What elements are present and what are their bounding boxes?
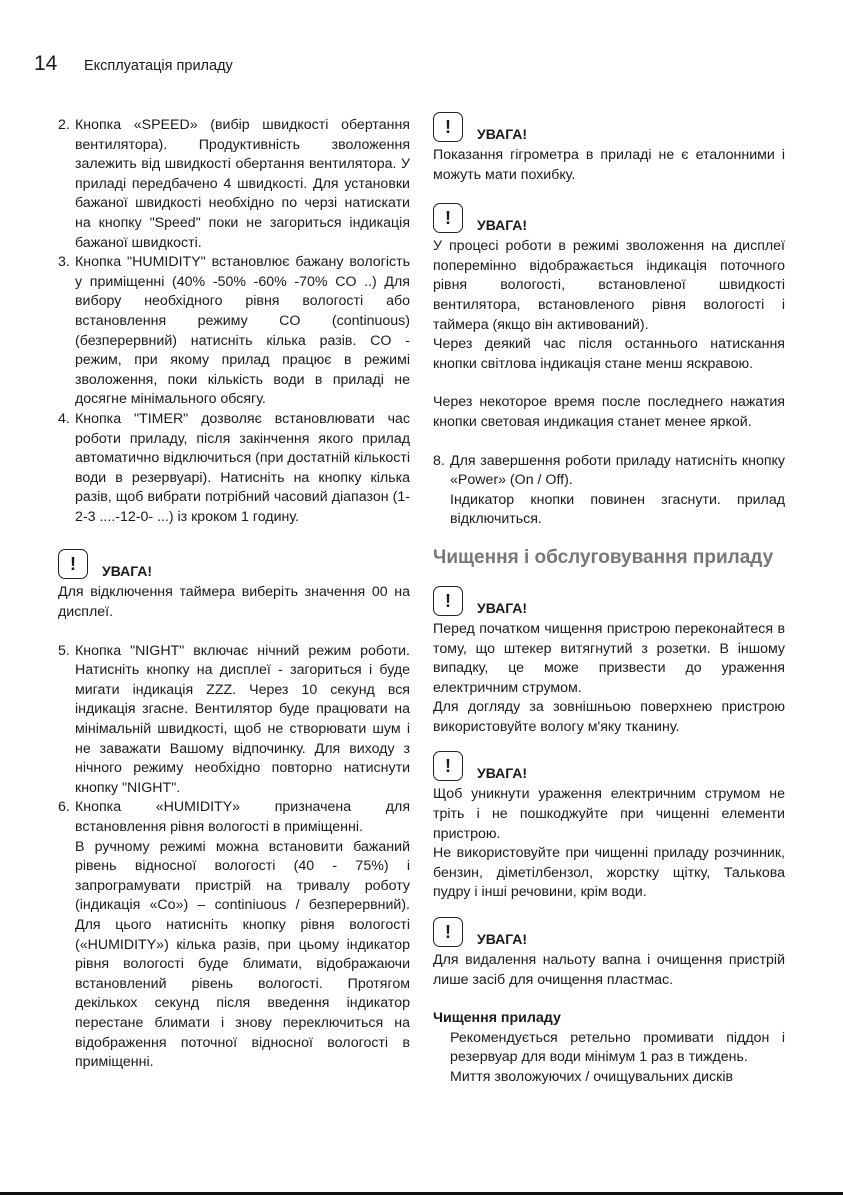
item-continued-text: Індикатор кнопки повинен згаснути. прилад відключиться. bbox=[450, 491, 785, 528]
exclamation-box-icon: ! bbox=[433, 203, 463, 233]
list-item bbox=[58, 253, 410, 410]
cleaning-text: Миття зволожуючих / очищувальних дисків bbox=[450, 1069, 734, 1085]
warning-heading bbox=[433, 108, 785, 142]
warning-title: УВАГА! bbox=[477, 765, 528, 782]
list-item bbox=[58, 642, 410, 799]
warning-heading bbox=[433, 913, 785, 947]
exclamation-box-icon: ! bbox=[433, 586, 463, 616]
list-item bbox=[58, 116, 410, 253]
cleaning-text: Рекомендується ретельно промивати піддон і резервуар для води мінімум 1 раз в тиждень. bbox=[450, 1029, 785, 1066]
item-text: Кнопка "NIGHT" включає нічний режим роботи. Натисніть кнопку на дисплеї - загориться і буде мигати індикація ZZZ. Через 10 секунд вся індикація згасне. Вентилятор буде працювати на мінімальній швидкості, щоб не створювати шум і не заважати Вашому відпочинку. Для виходу з нічного режиму необхідно повторно натиснути кнопку "NIGHT". bbox=[75, 642, 410, 796]
right-column bbox=[433, 116, 785, 1088]
item-text: Кнопка "HUMIDITY" встановлює бажану вологість у приміщенні (40% -50% -60% -70% CO ..) Для вибору необхідного рівня вологості або встановлення режиму CO (continuous) (безперервний) натисніть кілька разів. CO - режим, при якому прилад працює в режимі зволоження, поки кількість води в приладі не досягне мінімального обсягу. bbox=[75, 254, 410, 408]
list-item bbox=[433, 452, 785, 491]
item-text: Кнопка "TIMER" дозволяє встановлювати час роботи приладу, після закінчення якого прилад автоматично відключиться (при достатній кількості води в резервуарі). Натисніть на кнопку кілька разів, щоб вибрати потрібний часовий діапазон (1-2-3 ....-12-0- ...) із кроком 1 годину. bbox=[75, 410, 410, 525]
item-text: Кнопка «SPEED» (вибір швидкості обертання вентилятора). Продуктивність зволоження залежить від швидкості обертання вентилятора. У приладі передбачено 4 швидкості. Для установки бажаної швидкості необхідно по черзі натискати на кнопку "Speed" поки не загориться індикація бажаної швидкості. bbox=[75, 117, 410, 251]
warning-text: У процесі роботи в режимі зволоження на дисплеї поперемінно відображається індикація поточного рівня вологості, встановленої швидкості вентилятора, встановленого рівня вологості і таймера (якщо він активований). bbox=[433, 238, 785, 333]
note-text: Через некоторое время после последнего нажатия кнопки световая индикация станет менее яркой. bbox=[433, 394, 785, 430]
item-text: Кнопка «HUMIDITY» призначена для встановлення рівня вологості в приміщенні. bbox=[75, 799, 410, 835]
warning-title: УВАГА! bbox=[477, 931, 528, 948]
warning-heading bbox=[433, 747, 785, 781]
section-title: Чищення і обслуговування приладу bbox=[433, 546, 774, 568]
warning-heading bbox=[58, 545, 410, 579]
warning-title: УВАГА! bbox=[477, 599, 528, 616]
warning-title: УВАГА! bbox=[477, 126, 528, 142]
warning-heading bbox=[433, 199, 785, 233]
item-number: 2. bbox=[58, 117, 70, 133]
exclamation-box-icon: ! bbox=[433, 751, 463, 781]
item-number: 5. bbox=[58, 642, 70, 659]
page-header bbox=[34, 52, 233, 76]
page-number: 14 bbox=[34, 52, 58, 75]
item-number: 6. bbox=[58, 799, 70, 816]
warning-heading bbox=[433, 582, 785, 616]
exclamation-box-icon: ! bbox=[433, 112, 463, 142]
warning-text: Для догляду за зовнішньою поверхнею пристрою використовуйте вологу м'яку тканину. bbox=[433, 699, 785, 735]
list-item bbox=[58, 410, 410, 528]
exclamation-box-icon: ! bbox=[433, 917, 463, 947]
subsection-title: Чищення приладу bbox=[433, 1010, 561, 1027]
warning-text: Перед початком чищення пристрою переконайтеся в тому, що штекер витягнутий з розетки. В іншому випадку, це може призвести до ураження електричним струмом. bbox=[433, 620, 785, 696]
warning-text: Для відключення таймера виберіть значення 00 на дисплеї. bbox=[58, 584, 410, 621]
warning-title: УВАГА! bbox=[477, 217, 528, 234]
exclamation-box-icon: ! bbox=[58, 549, 88, 579]
item-continued-text: В ручному режимі можна встановити бажаний рівень відносної вологості (40 - 75%) і запрограмувати пристрій на тривалу роботу (індикація «Co») – continiuous / безперервний). Для цього натисніть кнопку рівня вологості («HUMIDITY») кілька разів, при цьому індикатор рівня вологості буде блимати, відображаючи встановлений рівень вологості. Протягом декількох секунд після введення індикатор перестане блимати і знову переключиться на відображення поточної відносної вологості в приміщенні. bbox=[75, 838, 410, 1071]
warning-text: Через деякий час після останнього натискання кнопки світлова індикація стане менш яскравою. bbox=[433, 336, 785, 372]
warning-title: УВАГА! bbox=[102, 563, 153, 580]
item-text: Для завершення роботи приладу натисніть кнопку «Power» (On / Off). bbox=[450, 452, 785, 489]
item-number: 3. bbox=[58, 254, 70, 271]
warning-text: Показання гігрометра в приладі не є еталонними і можуть мати похибку. bbox=[433, 147, 785, 183]
warning-text: Щоб уникнути ураження електричним струмом не тріть і не пошкоджуйте при чищенні елементи пристрою. bbox=[433, 786, 785, 842]
item-number: 8. bbox=[433, 452, 445, 469]
warning-text: Для видалення нальоту вапна і очищення пристрій лише засіб для очищення пластмас. bbox=[433, 952, 785, 988]
section-header: Експлуатація приладу bbox=[84, 58, 233, 74]
item-number: 4. bbox=[58, 410, 70, 427]
left-column bbox=[58, 116, 410, 1073]
warning-text: Не використовуйте при чищенні приладу розчинник, бензин, діметілбензол, жорстку щітку, Талькова пудру і інші речовини, крім води. bbox=[433, 845, 785, 901]
list-item bbox=[58, 798, 410, 837]
